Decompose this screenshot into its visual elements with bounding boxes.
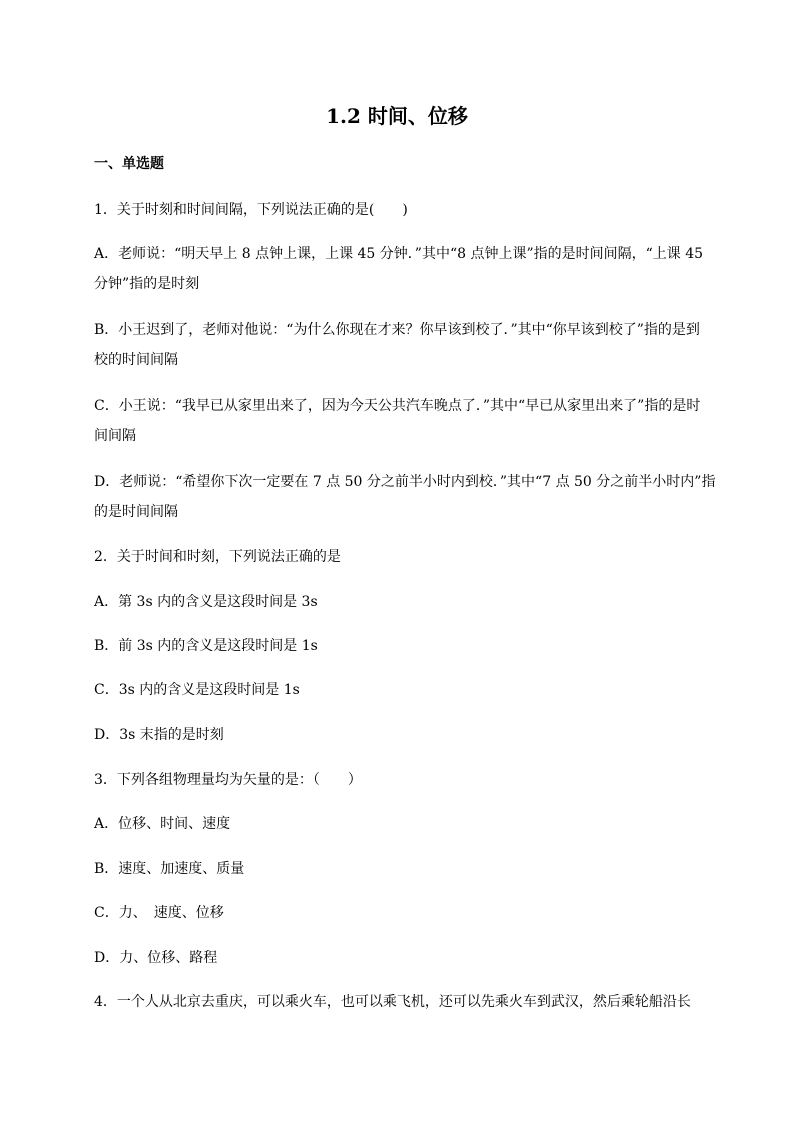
section-heading: 一、单选题 <box>94 156 164 172</box>
question-1-option-c: C．小王说：“我早已从家里出来了，因为今天公共汽车晚点了．”其中“早已从家里出来了”指的是时 <box>94 398 701 414</box>
question-4-stem: 4．一个人从北京去重庆，可以乘火车，也可以乘飞机，还可以先乘火车到武汉，然后乘轮船沿长 <box>94 994 691 1010</box>
question-3-option-d: D．力、位移、路程 <box>94 950 218 966</box>
question-1-option-b: B．小王迟到了，老师对他说：“为什么你现在才来？你早该到校了．”其中“你早该到校了”指的是到 <box>94 322 700 338</box>
question-3-option-c: C．力、 速度、位移 <box>94 905 224 921</box>
question-3-option-b: B．速度、加速度、质量 <box>94 861 245 877</box>
question-1-option-a: A．老师说：“明天早上 8 点钟上课，上课 45 分钟．”其中“8 点钟上课”指的是时间间隔，“上课 45 <box>94 246 704 262</box>
question-2-option-d: D．3s 末指的是时刻 <box>94 727 224 743</box>
question-1-option-d-cont: 的是时间间隔 <box>94 504 178 520</box>
document-title: 1.2 时间、位移 <box>326 104 468 128</box>
question-2-option-a: A．第 3s 内的含义是这段时间是 3s <box>94 594 318 610</box>
question-2-stem: 2．关于时间和时刻，下列说法正确的是 <box>94 549 341 565</box>
question-2-option-b: B．前 3s 内的含义是这段时间是 1s <box>94 638 318 654</box>
question-1-option-c-cont: 间间隔 <box>94 428 136 444</box>
question-2-option-c: C．3s 内的含义是这段时间是 1s <box>94 682 300 698</box>
question-1-stem: 1．关于时刻和时间间隔，下列说法正确的是( ) <box>94 202 408 218</box>
question-1-option-d: D．老师说：“希望你下次一定要在 7 点 50 分之前半小时内到校．”其中“7 点 50 分之前半小时内”指 <box>94 474 716 490</box>
question-3-stem: 3．下列各组物理量均为矢量的是：（ ） <box>94 772 362 788</box>
question-1-option-a-cont: 分钟”指的是时刻 <box>94 276 200 292</box>
question-3-option-a: A．位移、时间、速度 <box>94 816 231 832</box>
question-1-option-b-cont: 校的时间间隔 <box>94 352 178 368</box>
